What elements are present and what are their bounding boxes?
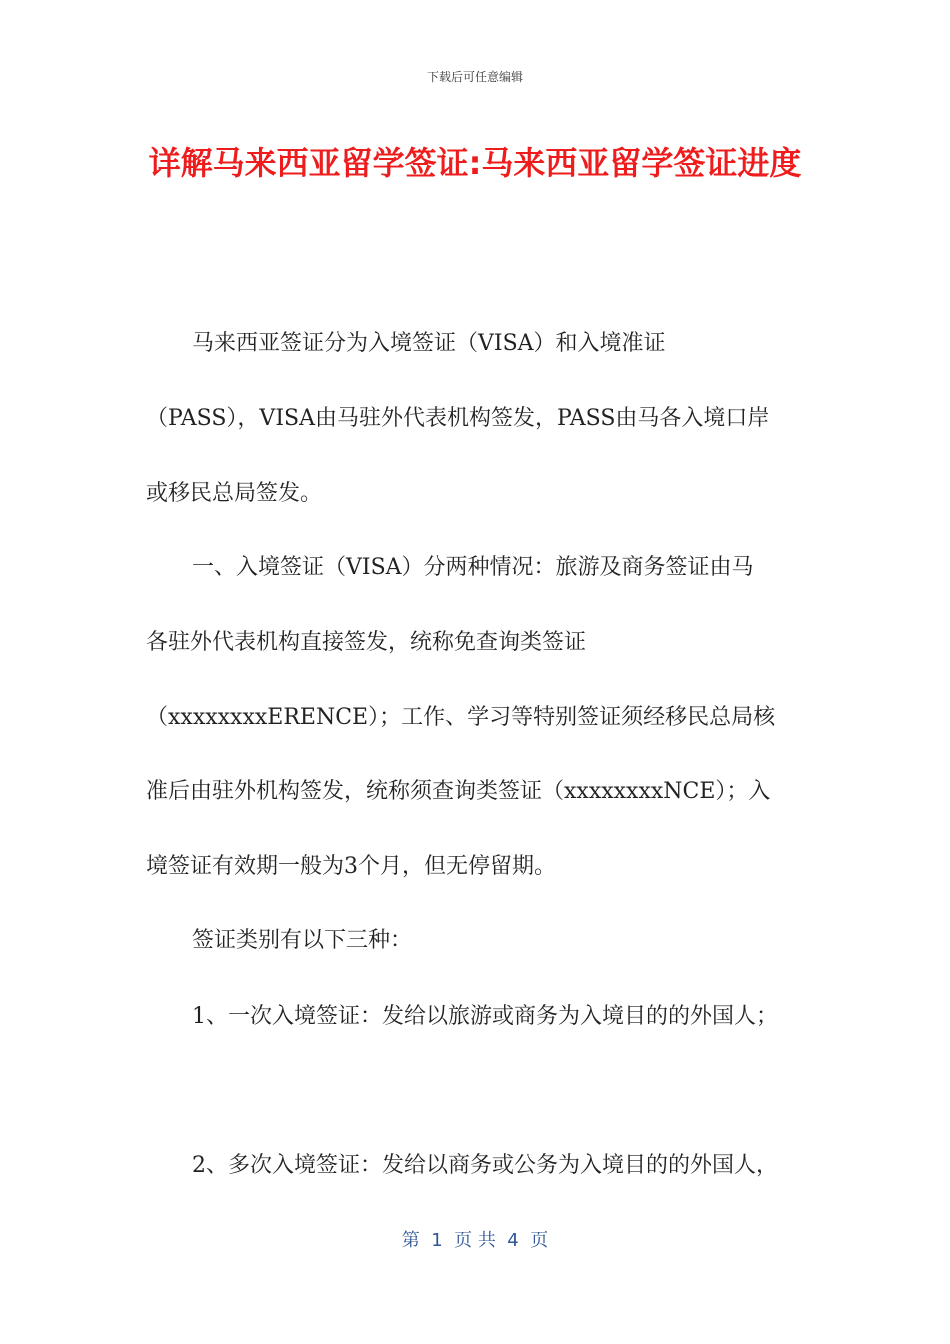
page-number-footer: 第 1 页 共 4 页 <box>401 1230 549 1251</box>
paragraph-line: 准后由驻外机构签发，统称须查询类签证（xxxxxxxxNCE）；入 <box>146 779 771 804</box>
paragraph-line: 2、多次入境签证：发给以商务或公务为入境目的的外国人， <box>192 1153 778 1178</box>
paragraph-line: 一、入境签证（VISA）分两种情况：旅游及商务签证由马 <box>192 555 754 580</box>
paragraph-line: 1、一次入境签证：发给以旅游或商务为入境目的的外国人； <box>192 1004 778 1029</box>
paragraph-line: （xxxxxxxxERENCE）；工作、学习等特别签证须经移民总局核 <box>146 705 776 730</box>
paragraph-line: 或移民总局签发。 <box>146 481 323 506</box>
paragraph-line: 各驻外代表机构直接签发，统称免查询类签证 <box>146 630 587 655</box>
paragraph-line: 马来西亚签证分为入境签证（VISA）和入境准证 <box>192 331 666 356</box>
paragraph-line: （PASS），VISA由马驻外代表机构签发，PASS由马各入境口岸 <box>146 406 770 431</box>
header-note: 下载后可任意编辑 <box>426 70 523 84</box>
paragraph-line: 境签证有效期一般为3个月，但无停留期。 <box>146 854 556 879</box>
document-title: 详解马来西亚留学签证:马来西亚留学签证进度 <box>148 144 802 182</box>
paragraph-line: 签证类别有以下三种： <box>192 928 413 953</box>
